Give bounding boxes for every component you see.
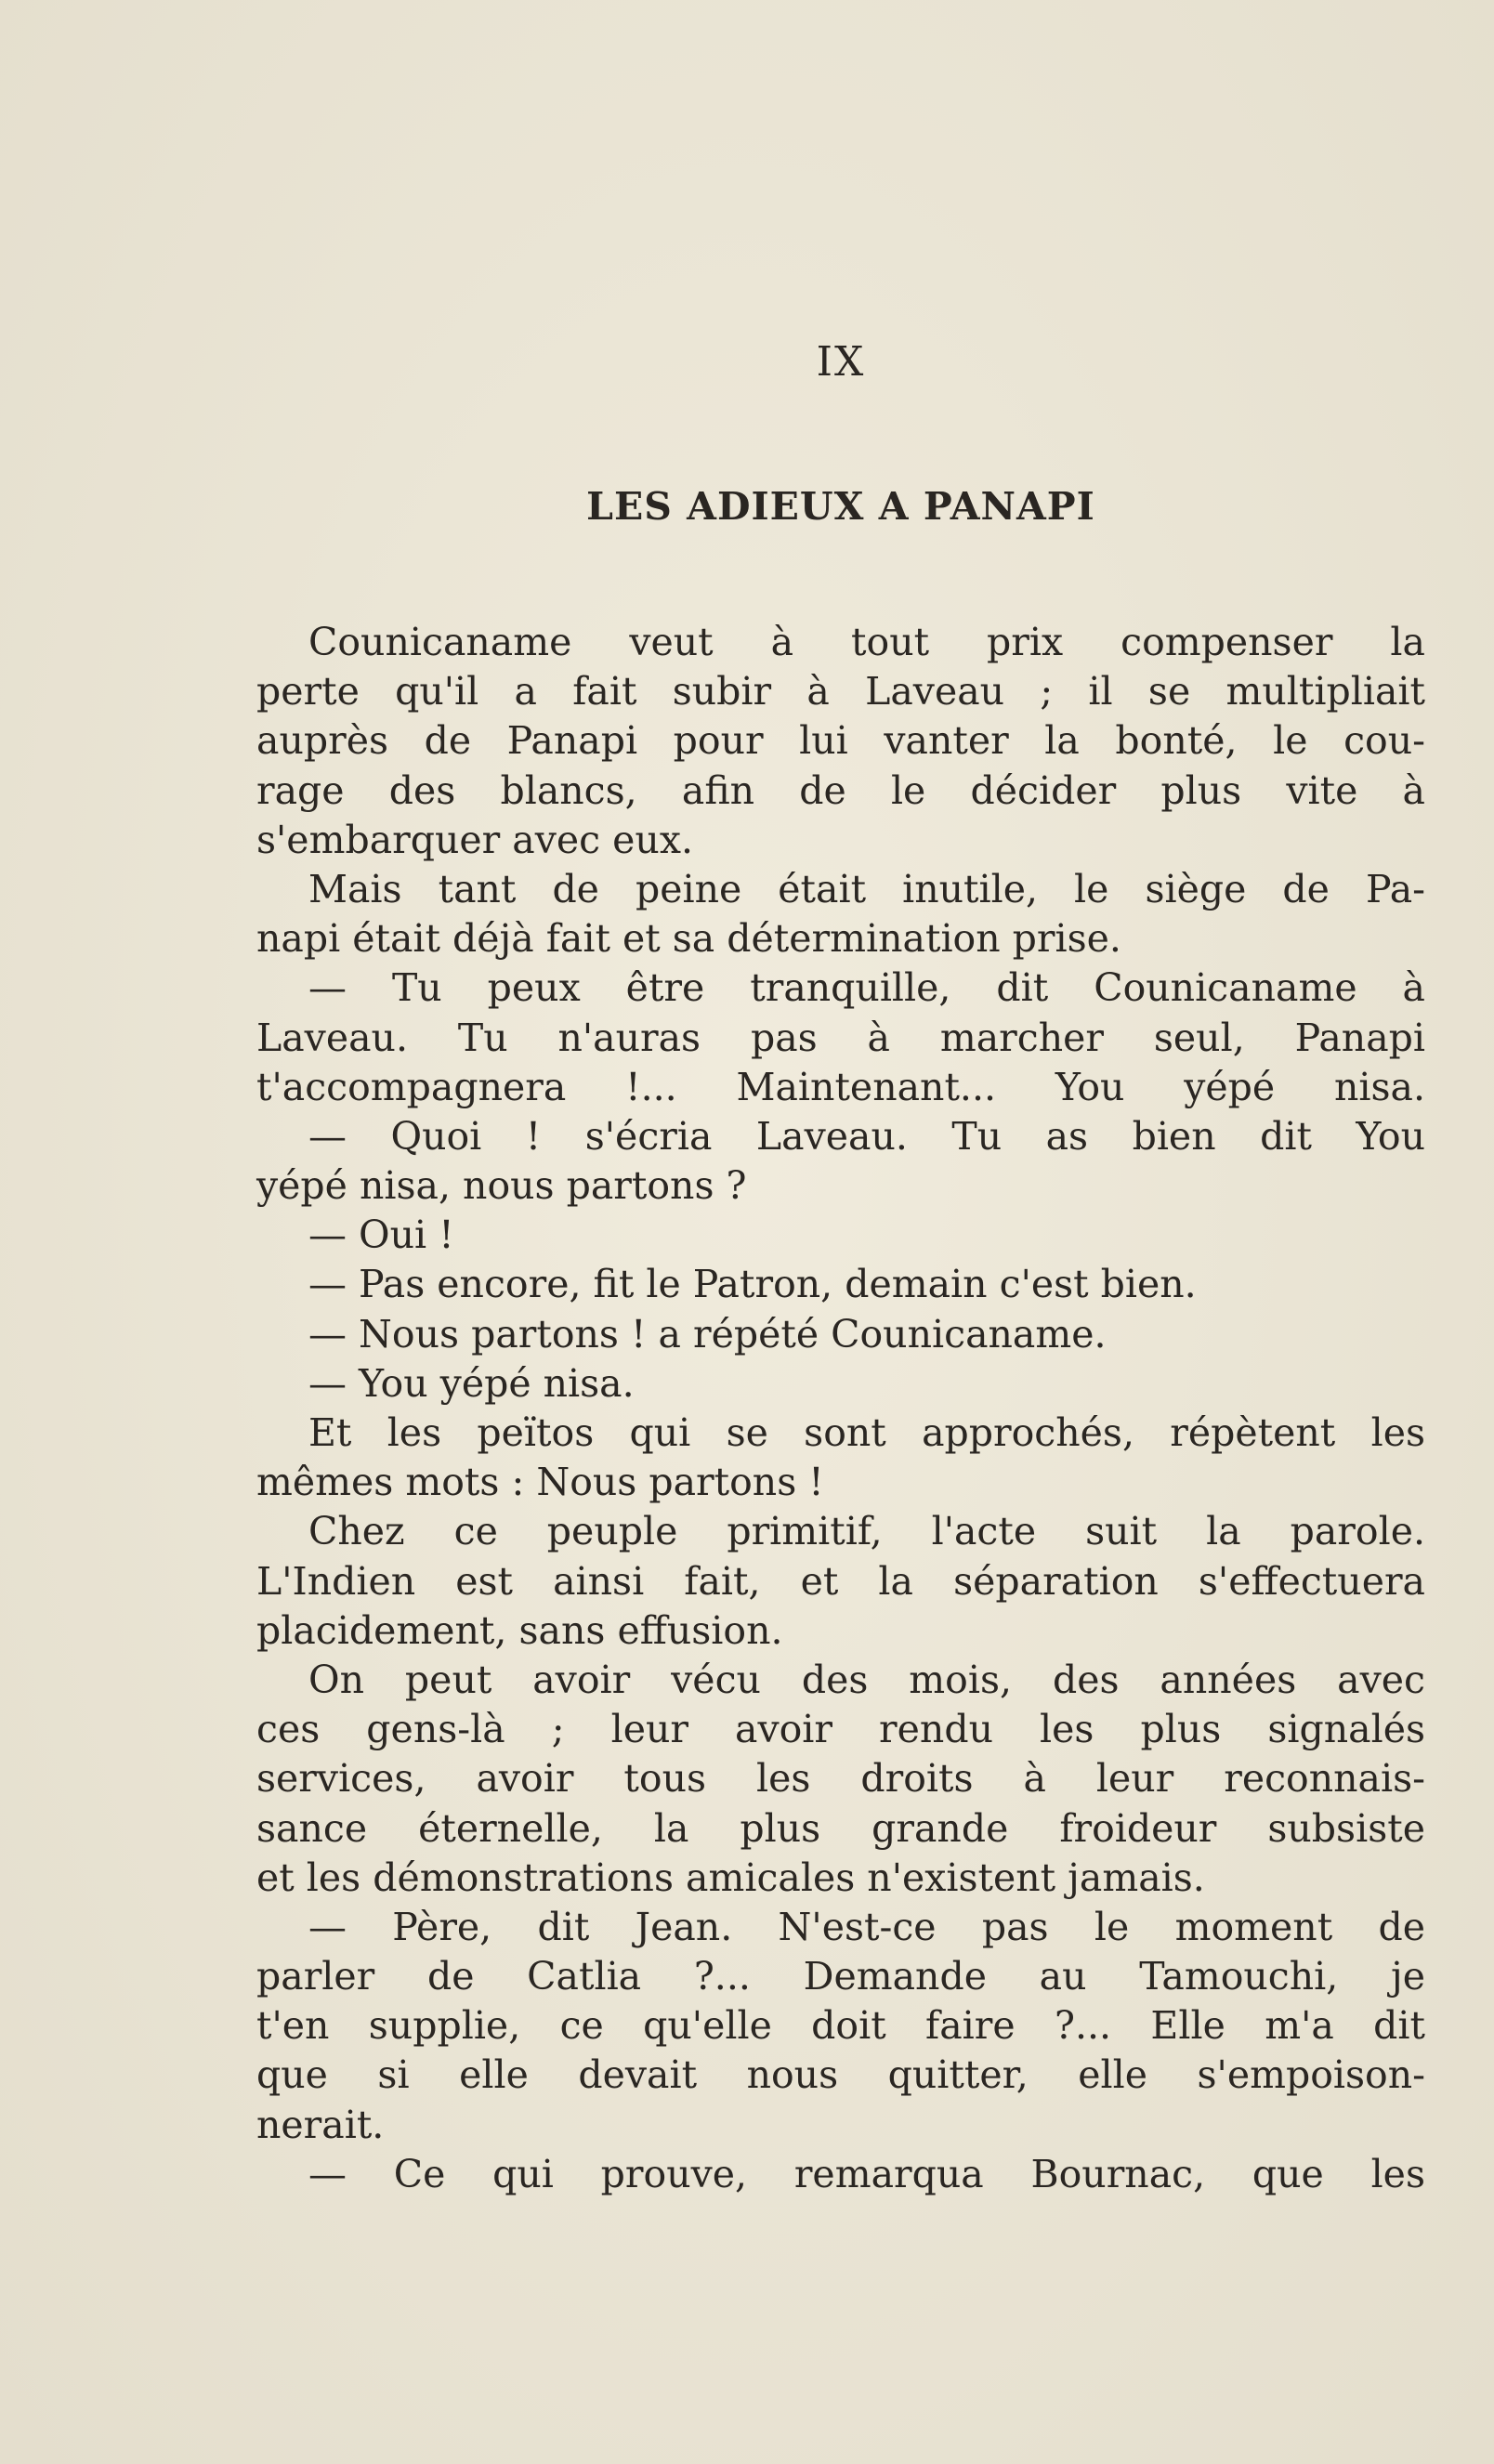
text-line: Laveau. Tu n'auras pas à marcher seul, Panapi xyxy=(256,1015,1425,1060)
text-line: — Ce qui prouve, remarqua Bournac, que les xyxy=(308,2151,1425,2196)
text-line: — Père, dit Jean. N'est-ce pas le moment de xyxy=(308,1904,1425,1949)
text-line: nerait. xyxy=(256,2102,385,2147)
text-line: Mais tant de peine était inutile, le siège de Pa- xyxy=(308,866,1425,911)
text-line: — Oui ! xyxy=(308,1212,454,1258)
text-line: ces gens-là ; leur avoir rendu les plus signalés xyxy=(256,1707,1425,1752)
text-line: — Quoi ! s'écria Laveau. Tu as bien dit You xyxy=(308,1113,1425,1159)
chapter-title: LES ADIEUX A PANAPI xyxy=(586,484,1095,529)
text-line: On peut avoir vécu des mois, des années avec xyxy=(308,1657,1425,1702)
text-line: — You yépé nisa. xyxy=(308,1360,635,1406)
text-line: t'accompagnera !... Maintenant... You yépé nisa. xyxy=(256,1064,1425,1109)
text-line: rage des blancs, afin de le décider plus vite à xyxy=(256,767,1425,813)
text-line: napi était déjà fait et sa détermination prise. xyxy=(256,916,1121,962)
text-line: L'Indien est ainsi fait, et la séparation s'effectuera xyxy=(256,1558,1425,1604)
text-line: s'embarquer avec eux. xyxy=(256,817,693,862)
text-line: Counicaname veut à tout prix compenser la xyxy=(308,620,1425,664)
chapter-body xyxy=(256,618,1425,2199)
text-line: Chez ce peuple primitif, l'acte suit la parole. xyxy=(308,1509,1425,1554)
text-line: services, avoir tous les droits à leur reconnais- xyxy=(256,1756,1425,1802)
text-line: yépé nisa, nous partons ? xyxy=(256,1163,747,1209)
text-line: placidement, sans effusion. xyxy=(256,1607,783,1653)
text-line: — Nous partons ! a répété Counicaname. xyxy=(308,1311,1107,1357)
text-line: parler de Catlia ?... Demande au Tamouchi, je xyxy=(256,1954,1425,1999)
page-text-block xyxy=(256,330,1425,2199)
text-line: et les démonstrations amicales n'existent jamais. xyxy=(256,1855,1205,1900)
text-line: — Pas encore, fit le Patron, demain c'est bien. xyxy=(308,1262,1197,1307)
text-line: Et les peïtos qui se sont approchés, répètent les xyxy=(308,1410,1425,1455)
chapter-number: IX xyxy=(816,338,866,386)
text-line: — Tu peux être tranquille, dit Counicaname à xyxy=(308,965,1425,1011)
text-line: auprès de Panapi pour lui vanter la bonté, le cou- xyxy=(256,718,1425,764)
text-line: sance éternelle, la plus grande froideur subsiste xyxy=(256,1805,1425,1851)
text-line: t'en supplie, ce qu'elle doit faire ?... Elle m'a dit xyxy=(256,2003,1425,2049)
text-line: que si elle devait nous quitter, elle s'empoison- xyxy=(256,2052,1425,2098)
text-line: mêmes mots : Nous partons ! xyxy=(256,1460,824,1505)
text-line: perte qu'il a fait subir à Laveau ; il se multipliait xyxy=(256,669,1425,714)
